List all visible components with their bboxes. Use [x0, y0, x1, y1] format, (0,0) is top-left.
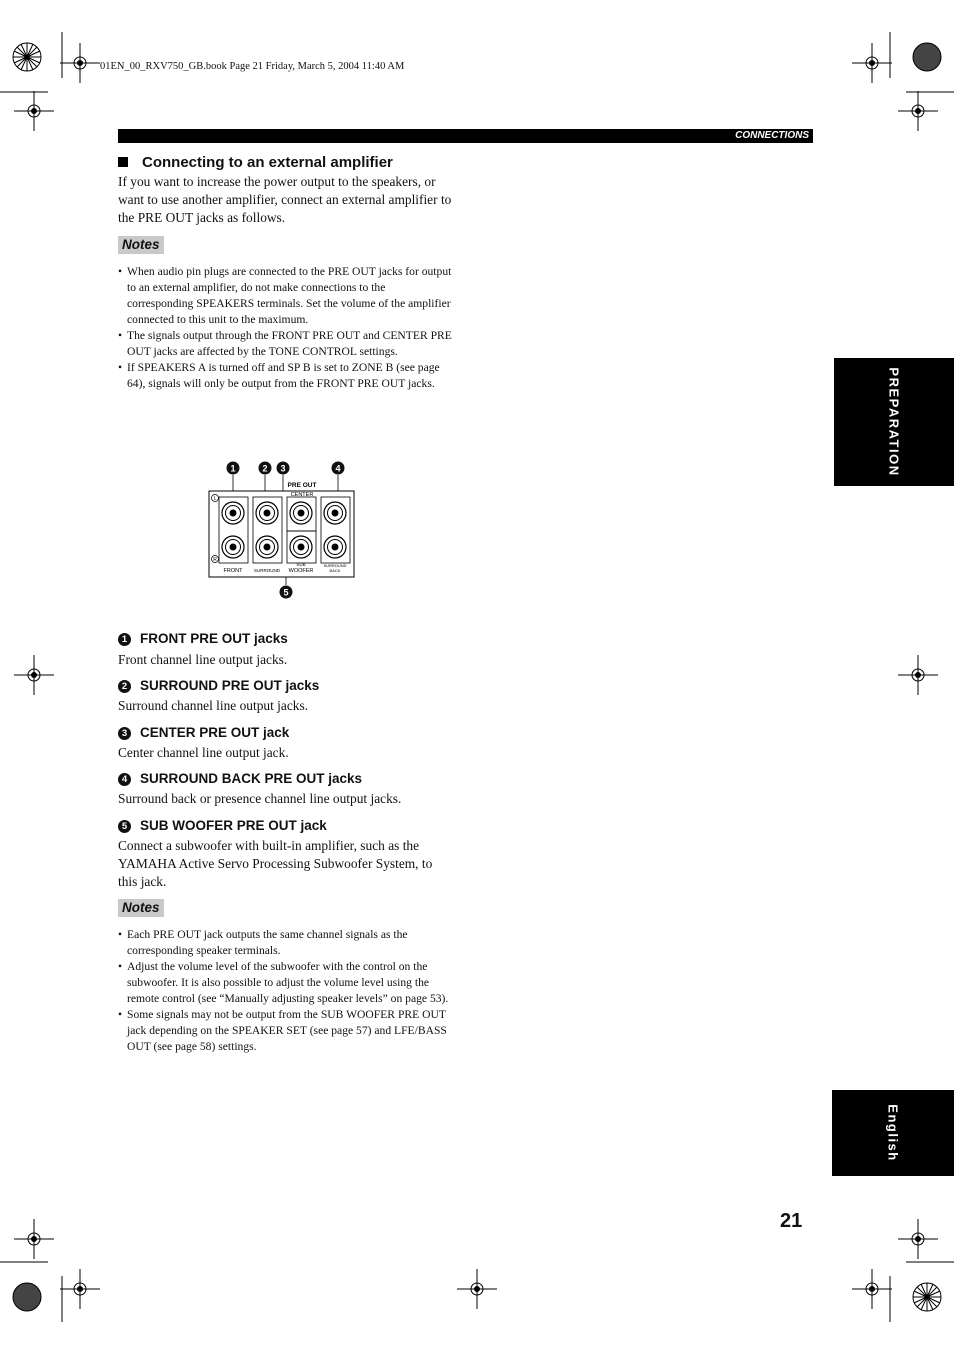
item-3-heading: 3 CENTER PRE OUT jack: [118, 725, 289, 740]
surround-l-jack: [256, 502, 278, 524]
print-info-line: 01EN_00_RXV750_GB.book Page 21 Friday, March 5, 2004 11:40 AM: [100, 61, 405, 72]
number-3-icon: 3: [118, 727, 131, 740]
svg-text:4: 4: [335, 463, 341, 474]
left-channel-marker: L: [213, 496, 217, 502]
svg-text:2: 2: [262, 463, 268, 474]
front-l-jack: [222, 502, 244, 524]
callout-4: [332, 462, 345, 475]
woofer-label: WOOFER: [288, 568, 314, 574]
callout-1: [227, 462, 240, 475]
center-jack: [290, 502, 312, 524]
callout-3: [277, 462, 290, 475]
note-item: • If SPEAKERS A is turned off and SP B is set to ZONE B (see page 64), signals will only be output from the FRONT PRE OUT jacks.: [118, 360, 454, 392]
note-item: • Some signals may not be output from the SUB WOOFER PRE OUT jack depending on the SPEAKER SET (see page 57) and LFE/BASS OUT (see page 58) settings.: [118, 1007, 454, 1055]
surround-label: SURROUND: [253, 568, 281, 573]
note-item: • Adjust the volume level of the subwoofer with the control on the subwoofer. It is also possible to adjust the volume level using the remote control (see “Manually adjusting speaker levels” on page 53).: [118, 959, 454, 1007]
pre-out-jacks-diagram: [200, 456, 370, 602]
side-tab-preparation: PREPARATION: [834, 358, 954, 486]
notes-label: Notes: [118, 236, 164, 254]
item-3-description: Center channel line output jack.: [118, 745, 289, 760]
right-channel-marker: R: [213, 557, 217, 563]
callout-2: [259, 462, 272, 475]
surround-back-label-1: SURROUND: [323, 563, 347, 568]
item-4-heading: 4 SURROUND BACK PRE OUT jacks: [118, 771, 362, 786]
svg-text:5: 5: [283, 587, 289, 598]
pre-out-label: PRE OUT: [287, 482, 317, 489]
number-2-icon: 2: [118, 680, 131, 693]
number-1-icon: 1: [118, 633, 131, 646]
number-4-icon: 4: [118, 773, 131, 786]
notes-list-2: [118, 927, 454, 1055]
callout-5: [280, 586, 293, 599]
front-r-jack: [222, 536, 244, 558]
section-title: [118, 154, 393, 171]
note-item: • Each PRE OUT jack outputs the same channel signals as the corresponding speaker terminals.: [118, 927, 454, 959]
section-header-label: CONNECTIONS: [735, 130, 809, 141]
page-number: 21: [780, 1210, 803, 1232]
item-1-heading: 1 FRONT PRE OUT jacks: [118, 631, 288, 646]
side-tab-english: English: [832, 1090, 954, 1176]
svg-text:1: 1: [230, 463, 236, 474]
front-label: FRONT: [223, 568, 243, 574]
center-label: CENTER: [290, 492, 314, 498]
surround-back-l-jack: [324, 502, 346, 524]
item-2-heading: 2 SURROUND PRE OUT jacks: [118, 678, 319, 693]
note-item: • When audio pin plugs are connected to the PRE OUT jacks for output to an external amplifier, do not make connections to the corresponding SPEAKERS terminals. Set the volume of the amplifier connected to this unit to the maximum.: [118, 264, 454, 328]
surround-back-r-jack: [324, 536, 346, 558]
item-1-description: Front channel line output jacks.: [118, 652, 288, 667]
section-intro: If you want to increase the power output to the speakers, or want to use another amplifier, connect an external amplifier to the PRE OUT jacks as follows.: [118, 174, 452, 225]
sub-label: SUB: [296, 562, 306, 567]
notes-label-2: Notes: [118, 899, 164, 917]
item-5-description: Connect a subwoofer with built-in amplifier, such as the YAMAHA Active Servo Processing Subwoofer System, to this jack.: [118, 838, 433, 889]
item-4-description: Surround back or presence channel line output jacks.: [118, 791, 402, 806]
subwoofer-jack: [290, 536, 312, 558]
surround-back-label-2: BACK: [329, 568, 341, 573]
surround-r-jack: [256, 536, 278, 558]
square-bullet-icon: [118, 157, 128, 167]
item-2-description: Surround channel line output jacks.: [118, 698, 309, 713]
item-5-heading: 5 SUB WOOFER PRE OUT jack: [118, 818, 327, 833]
section-header-bar: [118, 129, 813, 143]
notes-list: [118, 264, 454, 392]
note-item: • The signals output through the FRONT PRE OUT and CENTER PRE OUT jacks are affected by the TONE CONTROL settings.: [118, 328, 454, 360]
section-title-text: Connecting to an external amplifier: [142, 154, 393, 171]
number-5-icon: 5: [118, 820, 131, 833]
svg-text:3: 3: [280, 463, 286, 474]
